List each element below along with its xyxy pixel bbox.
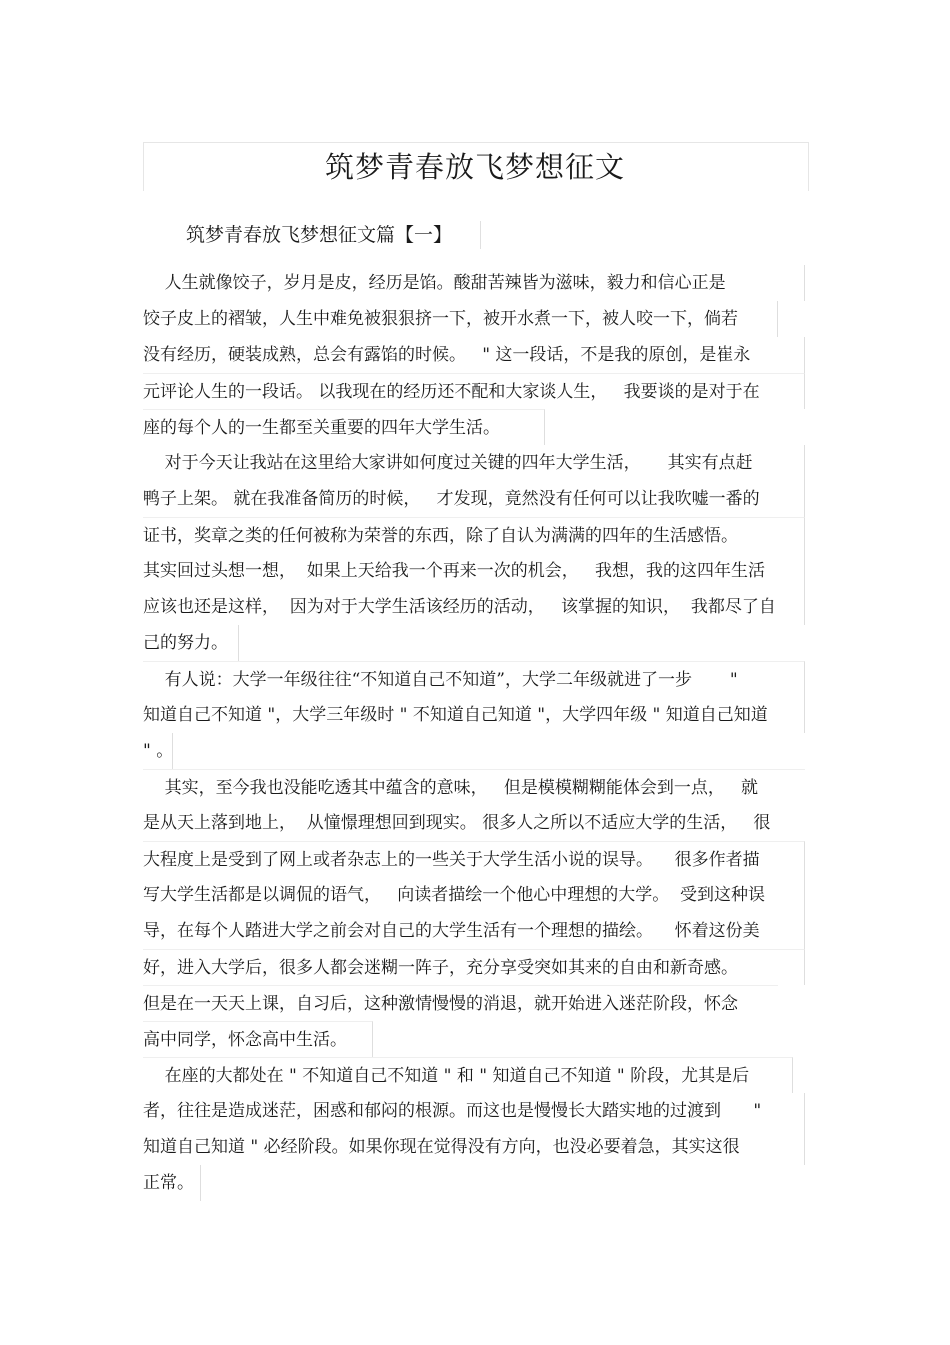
paragraph-5-line-1: 在座的大都处在 " 不知道自己不知道 " 和 " 知道自己不知道 " 阶段，尤其是后 bbox=[143, 1057, 793, 1093]
paragraph-1-line-2: 饺子皮上的褶皱，人生中难免被狠狠挤一下，被开水煮一下，被人咬一下，倘若 bbox=[143, 301, 778, 337]
paragraph-2-line-5: 应该也还是这样， 因为对于大学生活该经历的活动， 该掌握的知识， 我都尽了自 bbox=[143, 589, 805, 625]
paragraph-5-line-3: 知道自己知道 " 必经阶段。如果你现在觉得没有方向，也没必要着急，其实这很 bbox=[143, 1129, 805, 1165]
paragraph-4-line-6: 好，进入大学后，很多人都会迷糊一阵子，充分享受突如其来的自由和新奇感。 bbox=[143, 949, 805, 985]
paragraph-4-line-7: 但是在一天天上课，自习后，这种激情慢慢的消退，就开始进入迷茫阶段，怀念 bbox=[143, 985, 778, 1021]
paragraph-4-line-2: 是从天上落到地上， 从憧憬理想回到现实。 很多人之所以不适应大学的生活， 很 bbox=[143, 813, 771, 833]
paragraph-4-line-8: 高中同学，怀念高中生活。 bbox=[143, 1021, 373, 1057]
paragraph-5-line-2: 者，往往是造成迷茫，困惑和郁闷的根源。而这也是慢慢长大踏实地的过渡到 " bbox=[143, 1093, 805, 1129]
paragraph-4-line-4: 写大学生活都是以调侃的语气， 向读者描绘一个他心中理想的大学。 受到这种误 bbox=[143, 877, 805, 913]
paragraph-1-line-5: 座的每个人的一生都至关重要的四年大学生活。 bbox=[143, 409, 545, 445]
paragraph-2-line-6: 己的努力。 bbox=[143, 625, 239, 661]
paragraph-1-line-4: 元评论人生的一段话。 以我现在的经历还不配和大家谈人生， 我要谈的是对于在 bbox=[143, 373, 805, 409]
paragraph-2-line-1: 对于今天让我站在这里给大家讲如何度过关键的四年大学生活， 其实有点赶 bbox=[143, 445, 805, 481]
paragraph-4-line-1: 其实，至今我也没能吃透其中蕴含的意味， 但是模模糊糊能体会到一点， 就 bbox=[143, 769, 805, 805]
paragraph-3-line-3: " 。 bbox=[143, 733, 173, 769]
paragraph-4-line-3: 大程度上是受到了网上或者杂志上的一些关于大学生活小说的误导。 很多作者描 bbox=[143, 841, 805, 877]
paragraph-3-line-1: 有人说：大学一年级往往“不知道自己不知道”，大学二年级就进了一步 " bbox=[143, 661, 805, 697]
paragraph-1-line-1: 人生就像饺子，岁月是皮，经历是馅。酸甜苦辣皆为滋味，毅力和信心正是 bbox=[143, 265, 805, 301]
paragraph-2-line-2: 鸭子上架。 就在我准备简历的时候， 才发现，竟然没有任何可以让我吹嘘一番的 bbox=[143, 481, 805, 517]
section-heading: 筑梦青春放飞梦想征文篇【一】 bbox=[186, 221, 481, 249]
paragraph-3-line-2: 知道自己不知道 "，大学三年级时 " 不知道自己知道 "，大学四年级 " 知道自己知道 bbox=[143, 697, 805, 733]
paragraph-1-line-3: 没有经历，硬装成熟，总会有露馅的时候。 " 这一段话，不是我的原创，是崔永 bbox=[143, 337, 805, 373]
document-title: 筑梦青春放飞梦想征文 bbox=[324, 150, 625, 184]
paragraph-4-line-5: 导，在每个人踏进大学之前会对自己的大学生活有一个理想的描绘。 怀着这份美 bbox=[143, 913, 805, 949]
paragraph-2-line-4: 其实回过头想一想， 如果上天给我一个再来一次的机会， 我想，我的这四年生活 bbox=[143, 553, 805, 589]
paragraph-5-line-4: 正常。 bbox=[143, 1165, 201, 1201]
paragraph-2-line-3: 证书，奖章之类的任何被称为荣誉的东西，除了自认为满满的四年的生活感悟。 bbox=[143, 517, 805, 553]
